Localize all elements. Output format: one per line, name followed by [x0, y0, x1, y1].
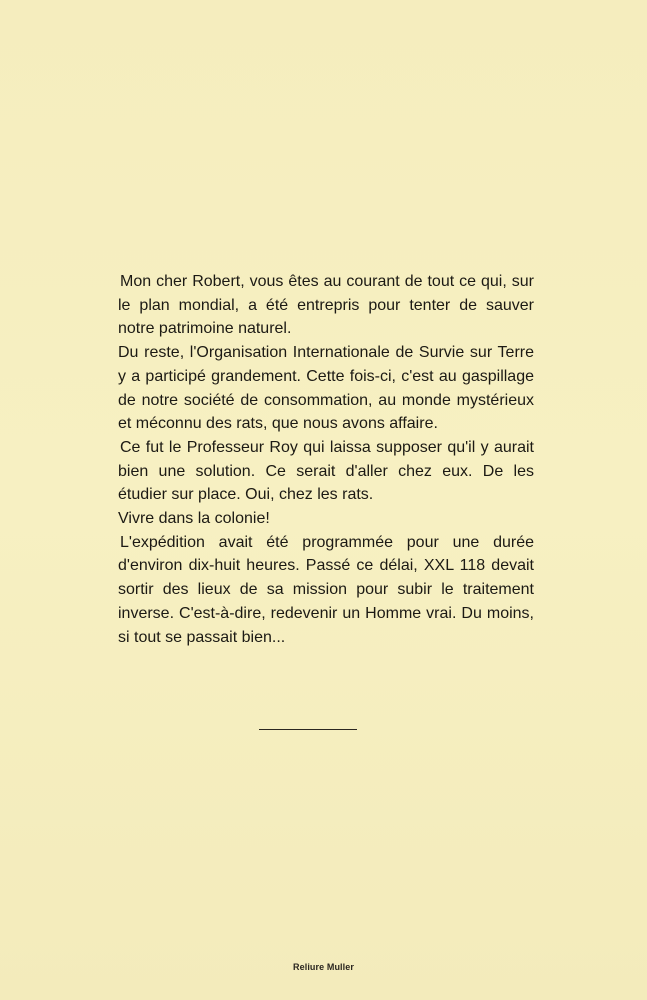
- paragraph-2: Du reste, l'Organisation Internationale de Survie sur Terre y a participé grandement. Cette fois-ci, c'est au gaspillage de notre société de consommation, au monde mystérieux et méconnu des rats, que nous avons affaire.: [118, 344, 534, 433]
- divider-line: [259, 729, 357, 730]
- paragraph-1: Mon cher Robert, vous êtes au courant de tout ce qui, sur le plan mondial, a été entrepris pour tenter de sauver notre patrimoine naturel.: [118, 273, 534, 338]
- paragraph-3: Ce fut le Professeur Roy qui laissa supposer qu'il y aurait bien une solution. Ce serait d'aller chez eux. De les étudier sur place. Oui, chez les rats.: [118, 438, 534, 504]
- paragraph-5: L'expédition avait été programmée pour une durée d'environ dix-huit heures. Passé ce délai, XXL 118 devait sortir des lieux de sa mission pour subir le traitement inverse. C'est-à-dire, redevenir un Homme vrai. Du moins, si tout se passait bien...: [118, 533, 534, 646]
- paragraph-4: Vivre dans la colonie!: [118, 510, 270, 528]
- blurb-text: [118, 270, 534, 649]
- binder-credit: Reliure Muller: [293, 962, 354, 972]
